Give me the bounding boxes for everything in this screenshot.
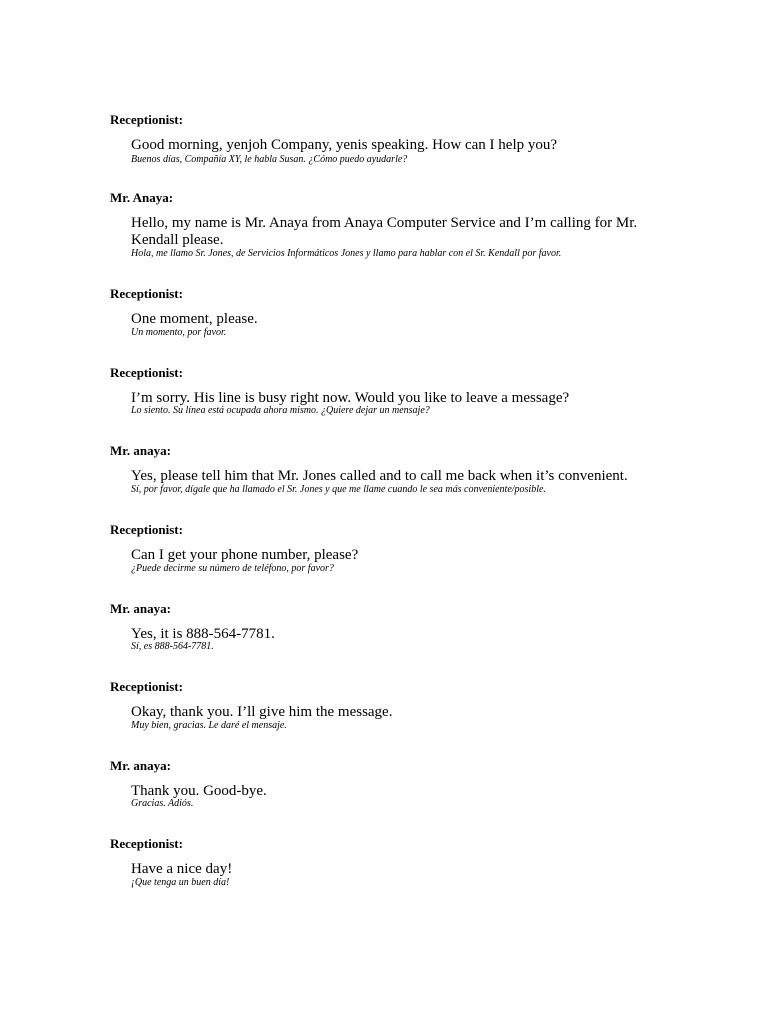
english-line: One moment, please. xyxy=(131,311,258,327)
speaker-label: Mr. anaya: xyxy=(110,601,171,616)
spanish-translation: Sí, es 888-564-7781. xyxy=(131,641,214,652)
english-line: Good morning, yenjoh Company, yenis speaking. How can I help you? xyxy=(131,137,558,153)
speaker-label: Mr. Anaya: xyxy=(110,190,174,205)
spanish-translation: Sí, por favor, dígale que ha llamado el Sr. Jones y que me llame cuando le sea más conveniente/posible. xyxy=(131,484,546,495)
spanish-translation: Hola, me llamo Sr. Jones, de Servicios Informáticos Jones y llamo para hablar con el Sr. Kendall por favor. xyxy=(131,248,562,259)
english-line: Thank you. Good-bye. xyxy=(131,783,267,799)
english-line: I’m sorry. His line is busy right now. Would you like to leave a message? xyxy=(131,390,570,406)
speaker-label: Receptionist: xyxy=(110,836,183,851)
speaker-label: Receptionist: xyxy=(110,679,183,694)
english-line: Yes, please tell him that Mr. Jones called and to call me back when it’s convenient. xyxy=(131,468,628,484)
spanish-translation: Un momento, por favor. xyxy=(131,327,227,338)
english-line: Hello, my name is Mr. Anaya from Anaya Computer Service and I’m calling for Mr. Kendall please. xyxy=(131,215,638,248)
speaker-label: Receptionist: xyxy=(110,522,183,537)
spanish-translation: ¡Que tenga un buen día! xyxy=(131,877,230,888)
english-line: Can I get your phone number, please? xyxy=(131,547,359,563)
english-line: Okay, thank you. I’ll give him the message. xyxy=(131,704,393,720)
spanish-translation: Buenos días, Compañía XY, le habla Susan. ¿Cómo puedo ayudarle? xyxy=(131,154,408,165)
speaker-label: Receptionist: xyxy=(110,365,183,380)
spanish-translation: ¿Puede decirme su número de teléfono, por favor? xyxy=(131,563,334,574)
english-line: Have a nice day! xyxy=(131,861,233,877)
speaker-label: Mr. anaya: xyxy=(110,758,171,773)
speaker-label: Mr. anaya: xyxy=(110,443,171,458)
spanish-translation: Gracias. Adiós. xyxy=(131,798,194,809)
spanish-translation: Muy bien, gracias. Le daré el mensaje. xyxy=(131,720,287,731)
speaker-label: Receptionist: xyxy=(110,112,183,127)
english-line: Yes, it is 888-564-7781. xyxy=(131,626,275,642)
speaker-label: Receptionist: xyxy=(110,286,183,301)
spanish-translation: Lo siento. Su línea está ocupada ahora mismo. ¿Quiere dejar un mensaje? xyxy=(131,405,430,416)
